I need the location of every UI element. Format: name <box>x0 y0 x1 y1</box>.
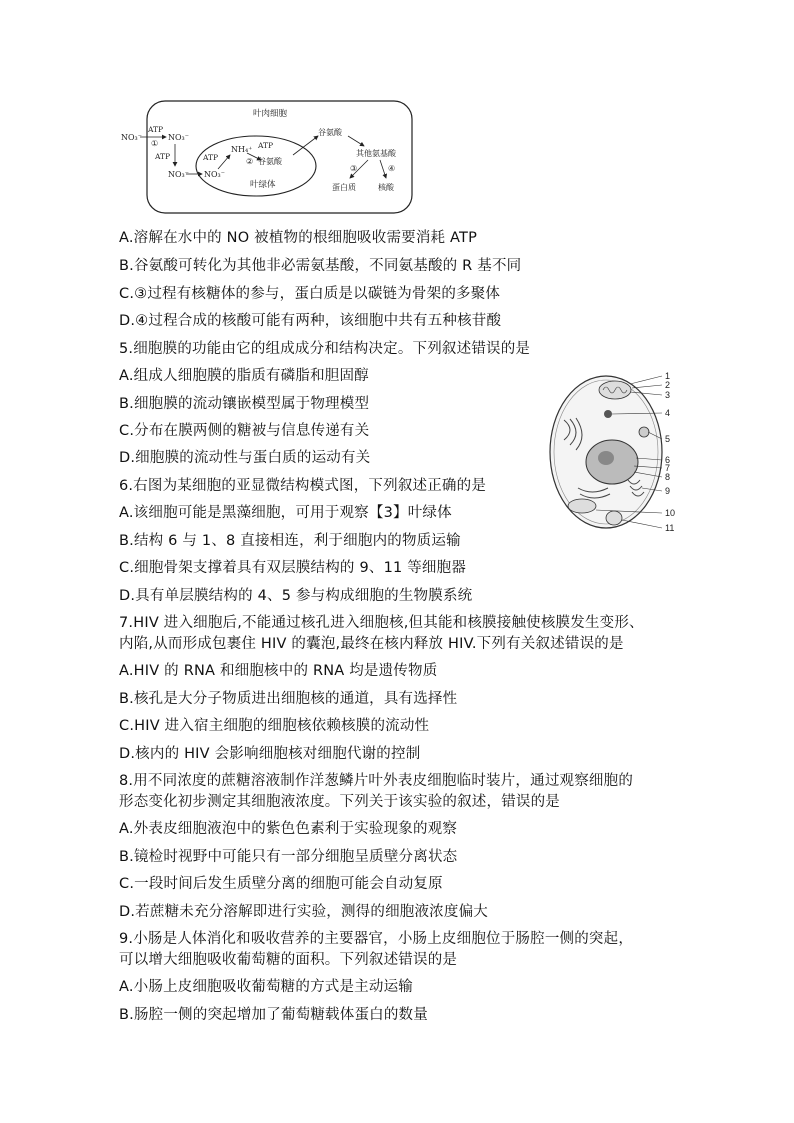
cell-label-5: 5 <box>665 434 671 444</box>
step-3: ③ <box>350 164 358 173</box>
no3-inside-bottom: NO₃⁻ <box>168 170 189 179</box>
q5-option-d: D.细胞膜的流动性与蛋白质的运动有关 <box>119 450 371 466</box>
animal-cell-diagram <box>548 370 688 535</box>
glu-cytoplasm: 谷氨酸 <box>318 128 342 137</box>
nucleic-acid-label: 核酸 <box>378 183 394 192</box>
cell-label-6: 6 <box>665 455 671 465</box>
atp-label-3: ATP <box>203 153 219 162</box>
cell-label-11: 11 <box>665 523 675 533</box>
q8-option-b: B.镜检时视野中可能只有一部分细胞呈质壁分离状态 <box>119 849 458 865</box>
q7-stem-line2: 内陷,从而形成包裹住 HIV 的囊泡,最终在核内释放 HIV.下列有关叙述错误的是 <box>119 636 624 652</box>
mitochondrion-bottom-left <box>568 499 596 513</box>
q8-stem-line2: 形态变化初步测定其细胞液浓度。下列关于该实验的叙述，错误的是 <box>119 794 560 810</box>
cell-label-2: 2 <box>665 380 671 390</box>
q6-option-c: C.细胞骨架支撑着具有双层膜结构的 9、11 等细胞器 <box>119 560 467 576</box>
q4-option-c: C.③过程有核糖体的参与，蛋白质是以碳链为骨架的多聚体 <box>119 286 501 302</box>
q4-option-a: A.溶解在水中的 NO 被植物的根细胞吸收需要消耗 ATP <box>119 230 478 246</box>
q5-option-c: C.分布在膜两侧的糖被与信息传递有关 <box>119 423 370 439</box>
no3-chloroplast: NO₃⁻ <box>204 170 225 179</box>
q7-option-c: C.HIV 进入宿主细胞的细胞核依赖核膜的流动性 <box>119 718 430 734</box>
cell-label-3: 3 <box>665 390 671 400</box>
q8-option-c: C.一段时间后发生质壁分离的细胞可能会自动复原 <box>119 876 443 892</box>
q6-option-b: B.结构 6 与 1、8 直接相连，利于细胞内的物质运输 <box>119 533 461 549</box>
cell-label-8: 8 <box>665 472 671 482</box>
q9-stem-line1: 9.小肠是人体消化和吸收营养的主要器官，小肠上皮细胞位于肠腔一侧的突起， <box>119 931 634 947</box>
q6-stem: 6.右图为某细胞的亚显微结构模式图，下列叙述正确的是 <box>119 478 487 494</box>
step-4: ④ <box>388 164 396 173</box>
q9-option-b: B.肠腔一侧的突起增加了葡萄糖载体蛋白的数量 <box>119 1007 428 1023</box>
q5-option-b: B.细胞膜的流动镶嵌模型属于物理模型 <box>119 396 370 412</box>
lysosome <box>639 427 649 437</box>
other-amino-acids: 其他氨基酸 <box>356 149 396 158</box>
atp-label-2: ATP <box>155 152 171 161</box>
q6-option-a: A.该细胞可能是黑藻细胞，可用于观察【3】叶绿体 <box>119 505 452 521</box>
no3-inside-top: NO₃⁻ <box>168 133 189 142</box>
step-2: ② <box>246 157 254 166</box>
nitrogen-metabolism-diagram <box>118 98 418 216</box>
q7-option-d: D.核内的 HIV 会影响细胞核对细胞代谢的控制 <box>119 746 421 762</box>
cell-label-4: 4 <box>665 408 671 418</box>
cell-label: 叶肉细胞 <box>253 109 288 119</box>
q7-option-a: A.HIV 的 RNA 和细胞核中的 RNA 均是遗传物质 <box>119 663 438 679</box>
glu-chloroplast: 谷氨酸 <box>258 157 282 166</box>
protein-label: 蛋白质 <box>332 183 356 192</box>
q6-option-d: D.具有单层膜结构的 4、5 参与构成细胞的生物膜系统 <box>119 588 473 604</box>
q9-stem-line2: 可以增大细胞吸收葡萄糖的面积。下列叙述错误的是 <box>119 952 458 968</box>
step-1: ① <box>151 139 159 148</box>
q8-option-d: D.若蔗糖未充分溶解即进行实验，测得的细胞液浓度偏大 <box>119 904 488 920</box>
q4-option-b: B.谷氨酸可转化为其他非必需氨基酸，不同氨基酸的 R 基不同 <box>119 258 522 274</box>
q5-stem: 5.细胞膜的功能由它的组成成分和结构决定。下列叙述错误的是 <box>119 341 531 357</box>
cell-label-9: 9 <box>665 486 671 496</box>
q4-option-d: D.④过程合成的核酸可能有两种，该细胞中共有五种核苷酸 <box>119 313 502 329</box>
no3-outside: NO₃⁻ <box>121 133 142 142</box>
q8-option-a: A.外表皮细胞液泡中的紫色色素利于实验现象的观察 <box>119 821 458 837</box>
chloroplast-label: 叶绿体 <box>250 180 276 190</box>
cell-label-10: 10 <box>665 508 676 518</box>
q7-stem-line1: 7.HIV 进入细胞后,不能通过核孔进入细胞核,但其能和核膜接触使核膜发生变形、 <box>119 615 644 631</box>
q7-option-b: B.核孔是大分子物质进出细胞核的通道，具有选择性 <box>119 691 458 707</box>
cell-label-7: 7 <box>665 463 671 473</box>
cell-label-1: 1 <box>665 371 671 381</box>
nh4-label: NH₄⁺ <box>231 145 253 154</box>
q8-stem-line1: 8.用不同浓度的蔗糖溶液制作洋葱鳞片叶外表皮细胞临时装片，通过观察细胞的 <box>119 773 634 789</box>
centrosome <box>604 410 612 418</box>
mitochondrion-bottom-right <box>606 511 622 525</box>
atp-label-1: ATP <box>148 125 164 134</box>
q9-option-a: A.小肠上皮细胞吸收葡萄糖的方式是主动运输 <box>119 979 413 995</box>
q5-option-a: A.组成人细胞膜的脂质有磷脂和胆固醇 <box>119 368 369 384</box>
atp-label-4: ATP <box>258 141 274 150</box>
